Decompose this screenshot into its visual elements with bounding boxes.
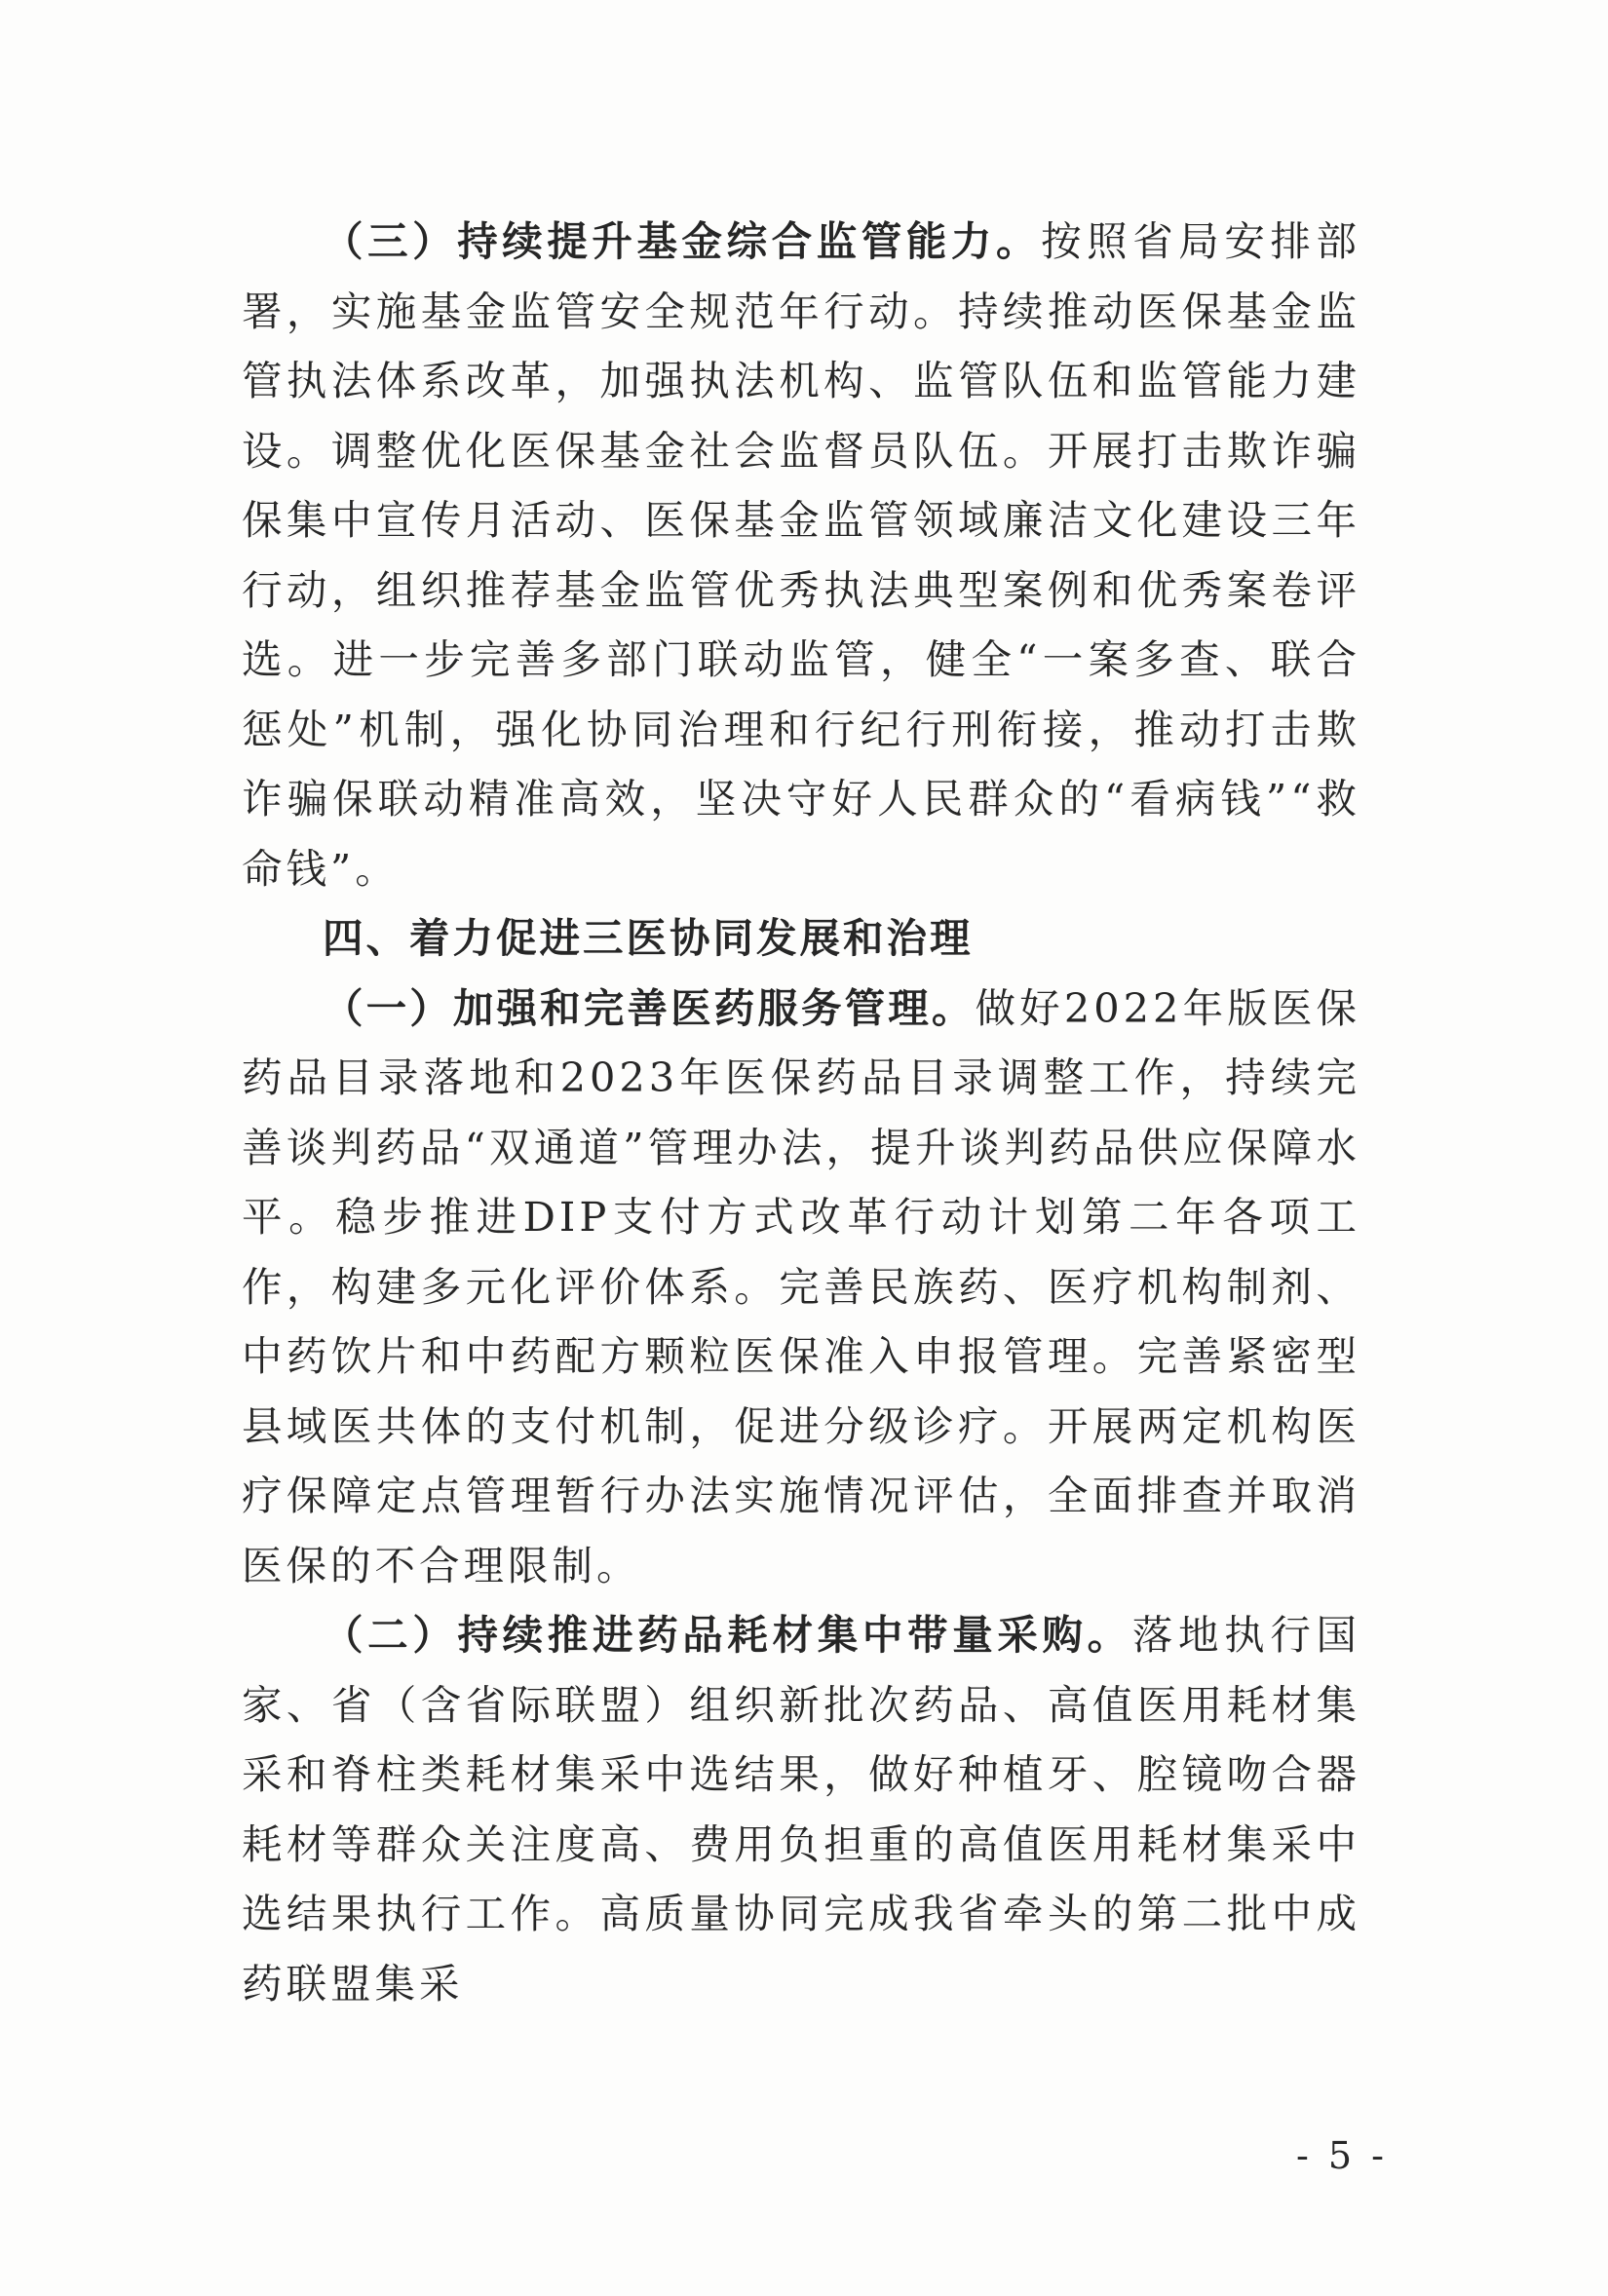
page-number: - 5 - <box>1296 2134 1389 2177</box>
paragraph-lead: （一）加强和完善医药服务管理。 <box>323 983 976 1032</box>
paragraph-medical-service-management <box>242 974 1360 1601</box>
paragraph-text: 落地执行国家、省（含省际联盟）组织新批次药品、高值医用耗材集采和脊柱类耗材集采中选结果，做好种植牙、腔镜吻合器耗材等群众关注度高、费用负担重的高值医用耗材集采中选结果执行工作。高质量协同完成我省牵头的第二批中成药联盟集采 <box>242 1611 1360 2008</box>
paragraph-text: 做好2022年版医保药品目录落地和2023年医保药品目录调整工作，持续完善谈判药品“双通道”管理办法，提升谈判药品供应保障水平。稳步推进DIP支付方式改革行动计划第二年各项工作，构建多元化评价体系。完善民族药、医疗机构制剂、中药饮片和中药配方颗粒医保准入申报管理。完善紧密型县域医共体的支付机制，促进分级诊疗。开展两定机构医疗保障定点管理暂行办法实施情况评估，全面排查并取消医保的不合理限制。 <box>242 983 1360 1589</box>
paragraph-lead: （三）持续提升基金综合监管能力。 <box>323 217 1042 265</box>
paragraph-volume-procurement <box>242 1600 1360 2018</box>
paragraph-lead: （二）持续推进药品耗材集中带量采购。 <box>323 1611 1132 1659</box>
document-body <box>242 207 1360 2018</box>
paragraph-fund-supervision <box>242 207 1360 903</box>
section-heading: 四、着力促进三医协同发展和治理 <box>323 914 974 962</box>
paragraph-text: 按照省局安排部署，实施基金监管安全规范年行动。持续推动医保基金监管执法体系改革，加强执法机构、监管队伍和监管能力建设。调整优化医保基金社会监督员队伍。开展打击欺诈骗保集中宣传月活动、医保基金监管领域廉洁文化建设三年行动，组织推荐基金监管优秀执法典型案例和优秀案卷评选。进一步完善多部门联动监管，健全“一案多查、联合惩处”机制，强化协同治理和行纪行刑衔接，推动打击欺诈骗保联动精准高效，坚决守好人民群众的“看病钱”“救命钱”。 <box>242 217 1360 893</box>
